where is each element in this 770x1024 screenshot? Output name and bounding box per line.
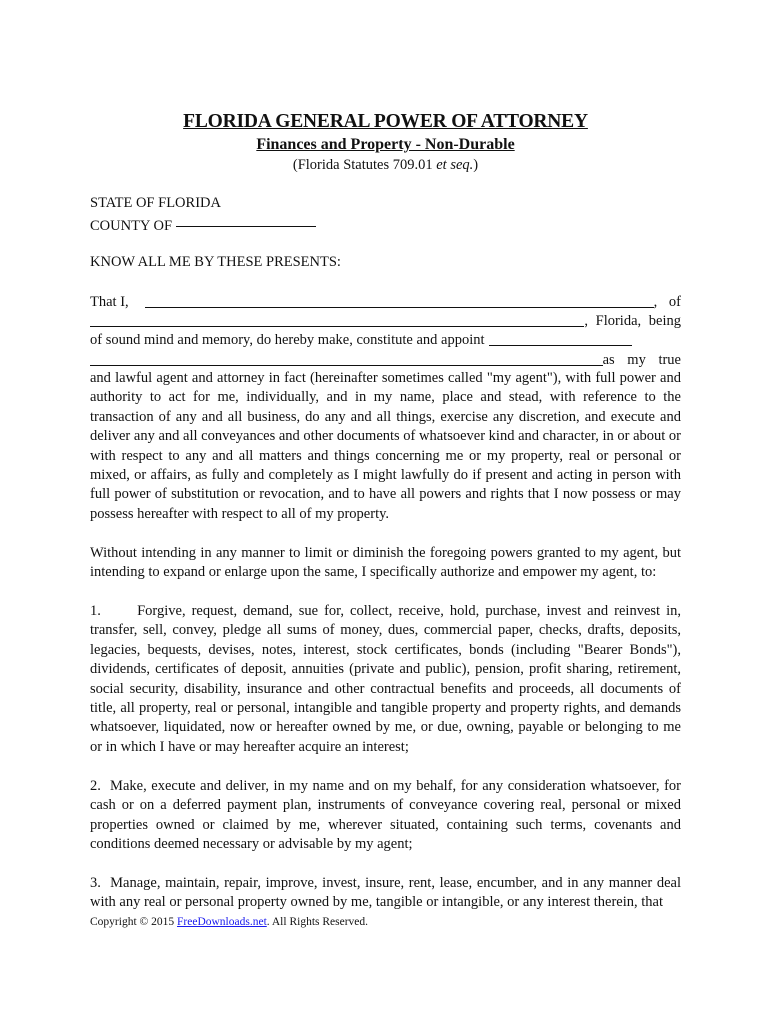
county-label: COUNTY OF <box>90 218 173 234</box>
statute-reference <box>90 157 681 174</box>
that-i-label: That I, <box>90 294 129 310</box>
state-line: STATE OF FLORIDA <box>90 195 221 211</box>
sound-mind-text: of sound mind and memory, do hereby make, constitute and appoint <box>90 332 485 348</box>
agent-name-blank[interactable] <box>90 353 603 366</box>
florida-being-label: , Florida, being <box>584 313 681 329</box>
grant-of-authority-paragraph: and lawful agent and attorney in fact (hereinafter sometimes called "my agent"), with full power and authority to act for me, individually, and in my name, place and stead, with reference to the transaction of any and all business, do any and all things, exercise any discretion, and execute and deliver any and all conveyances and other documents of whatsoever kind and character, in or about or with respect to any and all matters and things concerning me or my property, real or personal or mixed, or affairs, as fully and completely as I might lawfully do if present and acting in person with full power of substitution or revocation, and to have all powers and rights that I now possess or may possess hereafter with respect to all of my property. <box>90 370 681 522</box>
freedownloads-link[interactable]: FreeDownloads.net <box>177 916 267 928</box>
statute-prefix: (Florida Statutes 709.01 <box>292 157 437 173</box>
principal-name-blank[interactable] <box>145 295 654 308</box>
agent-name-row <box>90 350 681 369</box>
power-item-3: 3. Manage, maintain, repair, improve, invest, insure, rent, lease, encumber, and in any manner deal with any real or personal property owned by me, tangible or intangible, or any interest therein, that <box>90 875 685 911</box>
statute-suffix: ) <box>473 157 479 173</box>
of-label: , of <box>653 294 681 310</box>
copyright-footer <box>90 916 368 928</box>
county-blank[interactable] <box>176 214 316 227</box>
know-all-heading: KNOW ALL ME BY THESE PRESENTS: <box>90 254 341 270</box>
statute-italic: et seq. <box>436 157 474 173</box>
document-subtitle: Finances and Property - Non-Durable <box>256 136 515 153</box>
as-my-true-label: as my true <box>602 352 681 368</box>
copyright-prefix: Copyright © 2015 <box>90 916 178 928</box>
principal-name-row <box>90 292 681 311</box>
specific-authority-paragraph: Without intending in any manner to limit or diminish the foregoing powers granted to my agent, but intending to expand or enlarge upon the same, I specifically authorize and empower my agent, to: <box>90 545 681 581</box>
principal-county-blank[interactable] <box>90 314 584 327</box>
principal-county-row <box>90 311 681 330</box>
power-item-1: 1. Forgive, request, demand, sue for, collect, receive, hold, purchase, invest and reinvest in, transfer, sell, convey, pledge all sums of money, dues, commercial paper, checks, drafts, deposits, legacies, bequests, devises, notes, interest, stock certificates, bonds (including "Bearer Bonds"), dividends, certificates of deposit, annuities (private and public), pension, profit sharing, retirement, social security, disability, insurance and other contractual benefits and proceeds, all documents of title, all property, real or personal, intangible and tangible property and property rights, and demands whatsoever, liquidated, now or hereafter owned by me, or due, owning, payable or belonging to me or in which I have or may hereafter acquire an interest; <box>90 603 685 755</box>
copyright-suffix: . All Rights Reserved. <box>266 916 369 928</box>
county-line <box>90 214 316 235</box>
appoint-row <box>90 330 681 349</box>
document-title: FLORIDA GENERAL POWER OF ATTORNEY <box>183 111 588 132</box>
power-item-2: 2. Make, execute and deliver, in my name and on my behalf, for any consideration whatsoever, for cash or on a deferred payment plan, instruments of conveyance covering real, personal or mixed properties owned or claimed by me, wherever situated, containing such terms, covenants and conditions deemed necessary or advisable by my agent; <box>90 778 685 853</box>
appoint-blank[interactable] <box>489 333 632 346</box>
document-page <box>90 0 685 1024</box>
